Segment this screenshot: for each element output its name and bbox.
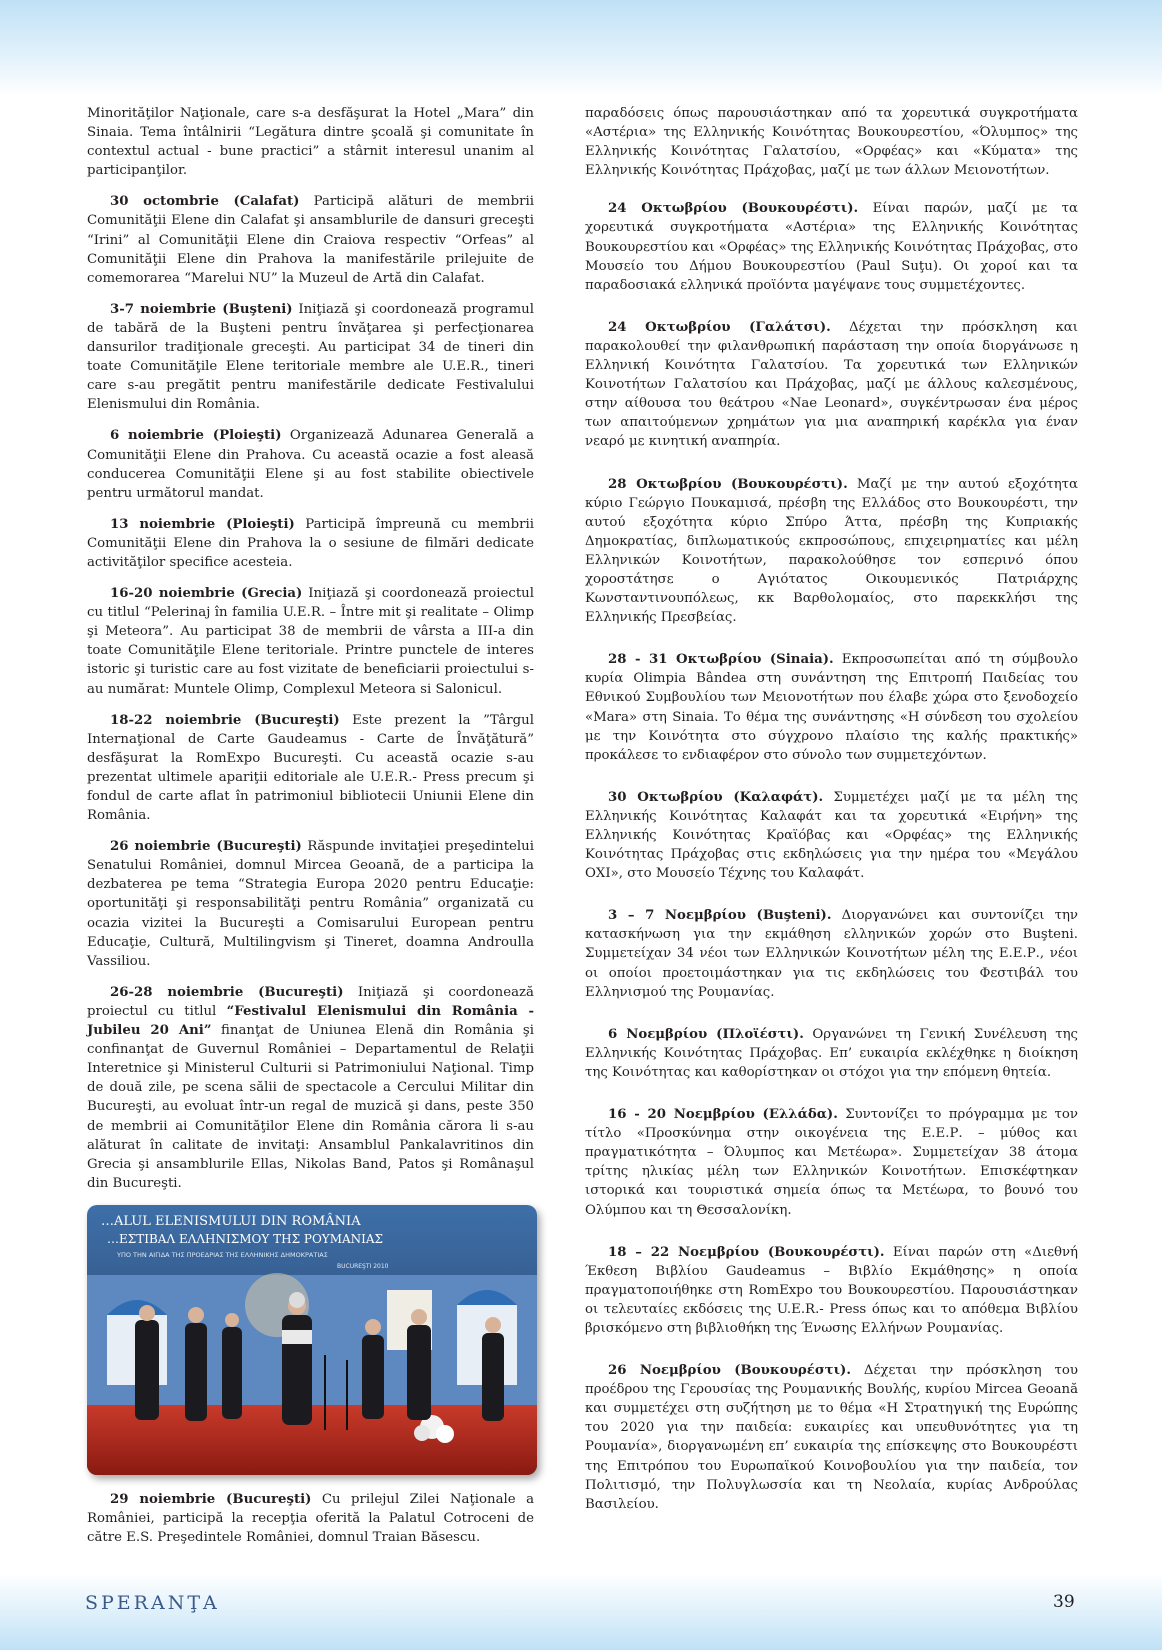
- entry-date: 28 Οκτωβρίου (Βουκουρέστι).: [608, 476, 848, 492]
- paragraph: 28 - 31 Οκτωβρίου (Sinaia). Εκπροσωπείται από τη σύμβουλο κυρία Olimpia Bândea στη συνάντηση της Επιτροπή Παιδείας του Εθνικού Συμβουλίου των Μειονοτήτων που έλαβε χώρα στο ξενοδοχείο «Mara» στη Sinaia. Το θέμα της συνάντησης «Η σύνδεση του σχολείου με την Κοινότητα στο σύγχρονο πλαίσιο της καλής πρακτικής» προκάλεσε το ενδιαφέρον στο σύνολο των συμμετεχόντων.: [585, 652, 1079, 763]
- paragraph: Minorităţilor Naţionale, care s-a desfăşurat la Hotel „Mara” din Sinaia. Tema întâlnirii “Legătura dintre şcoală şi comunitate în contextul actual - bune practici” a stârnit interesul unanim al participanţilor.: [87, 106, 534, 179]
- entry-date: 26-28 noiembrie (Bucureşti): [110, 984, 344, 1000]
- entry-date: 28 - 31 Οκτωβρίου (Sinaia).: [608, 652, 834, 668]
- entry-date: 30 octombrie (Calafat): [110, 194, 300, 210]
- entry-date: 29 noiembrie (Bucureşti): [110, 1491, 312, 1507]
- entry-date: 6 noiembrie (Ploieşti): [110, 428, 282, 444]
- paragraph: 24 Οκτωβρίου (Βουκουρέστι). Είναι παρών, μαζί με τα χορευτικά συγκροτήματα «Αστέρια» της Ελληνικής Κοινότητας Βουκουρεστίου και «Ορφέας» της Ελληνικής Κοινότητας Πράχοβας, στο Μουσείο του Δήμου Βουκουρεστίου (Paul Suţu). Οι χοροί και τα παραδοσιακά ελληνικά προϊόντα μαγέψανε τους συμμετέχοντες.: [585, 201, 1078, 293]
- entry-date: 3 – 7 Νοεμβρίου (Buşteni).: [608, 908, 832, 924]
- paragraph: 16-20 noiembrie (Grecia) Iniţiază şi coordonează proiectul cu titlul “Pelerinaj în familia U.E.R. – Între mit şi realitate – Olimp şi Meteora”. Au participat 38 de membrii de vârsta a III-a din toate Comunităţile Elene teritoriale. Printre punctele de interes istoric şi turistic care au fost vizitate de beneficiarii proiectului s-au numărat: Muntele Olimp, Complexul Meteora si Salonicul.: [87, 586, 534, 697]
- paragraph: 13 noiembrie (Ploieşti) Participă împreună cu membrii Comunităţii Elene din Prahova la o sesiune de filmări dedicate activităţilor specifice acesteia.: [87, 516, 534, 570]
- top-gradient-band: [0, 0, 1162, 96]
- paragraph: 6 noiembrie (Ploieşti) Organizează Adunarea Generală a Comunităţii Elene din Prahova. Cu această ocazie a fost aleasă conducerea Comunităţii Elene şi au fost stabilite obiectivele pentru următorul mandat.: [87, 428, 535, 501]
- stage-photo-illustration: [87, 1205, 537, 1475]
- magazine-title: SPERANŢA: [85, 1592, 220, 1614]
- paragraph: 16 - 20 Νοεμβρίου (Ελλάδα). Συντονίζει το πρόγραμμα με τον τίτλο «Προσκύνημα στην οικογένεια της Ε.Ε.Ρ. – μύθος και πραγματικότητα – Όλυμπος και Μετέωρα». Συμμετείχαν 38 άτομα τρίτης ηλικίας μέλη των Ελληνικών Κοινοτήτων. Επισκέφτηκαν ιστορικά και τουριστικά σημεία όπως τα Μετέωρα, το βουνό του Ολύμπου και τη Θεσσαλονίκη.: [585, 1107, 1078, 1218]
- entry-date: 24 Οκτωβρίου (Γαλάτσι).: [608, 319, 831, 335]
- entry-date: 3-7 noiembrie (Buşteni): [110, 301, 293, 317]
- entry-date: 26 noiembrie (Bucureşti): [110, 839, 302, 855]
- paragraph: 18-22 noiembrie (Bucureşti) Este prezent la ”Târgul Internaţional de Carte Gaudeamus - Carte de Învăţătură” desfăşurat la RomExpo Bucureşti. Cu această ocazie s-au prezentat ultimele apariţii editoriale ale U.E.R.- Press precum şi fondul de carte aflat în patrimoniul bibliotecii Uniunii Elene din România.: [87, 712, 534, 824]
- entry-date: 18-22 noiembrie (Bucureşti): [110, 712, 340, 728]
- paragraph: 3-7 noiembrie (Buşteni) Iniţiază şi coordonează programul de tabără de la Buşteni pentru învăţarea şi perfecţionarea dansurilor tradiţionale greceşti. Au participat 34 de tineri din toate Comunităţile Elene teritoriale membre ale U.E.R., tineri care s-au pregătit pentru manifestările dedicate Festivalului Elenismului din România.: [87, 301, 534, 413]
- entry-date: 24 Οκτωβρίου (Βουκουρέστι).: [608, 201, 859, 217]
- paragraph: 3 – 7 Νοεμβρίου (Buşteni). Διοργανώνει και συντονίζει την κατασκήνωση για την εκμάθηση ελληνικών χορών στο Buşteni. Συμμετείχαν 34 νέοι των Ελληνικών Κοινοτήτων μέλη της Ε.Ε.Ρ., νέοι οι οποίοι προετοιμάστηκαν για τις εκδηλώσεις του Φεστιβάλ του Ελληνισμού της Ρουμανίας.: [585, 908, 1078, 1000]
- banner-text-2: …ΕΣΤΙΒΑΛ ΕΛΛΗΝΙΣΜΟΥ ΤΗΣ ΡΟΥΜΑΝΙΑΣ: [107, 1231, 384, 1246]
- right-column: [585, 104, 1078, 1537]
- paragraph: 29 noiembrie (Bucureşti) Cu prilejul Zilei Naţionale a României, participă la recepţia oferită la Palatul Cotroceni de către E.S. Preşedintele României, domnul Traian Băsescu.: [87, 1491, 535, 1546]
- page-number: 39: [1053, 1592, 1075, 1612]
- entry-date: 26 Νοεμβρίου (Βουκουρέστι).: [608, 1363, 851, 1379]
- paragraph: 6 Νοεμβρίου (Πλοϊέστι). Οργανώνει τη Γενική Συνέλευση της Ελληνικής Κοινότητας Πράχοβας. Επ’ ευκαιρία εκλέχθηκε η διοίκηση της Κοινότητας και καθορίστηκαν οι στόχοι για την επόμενη θητεία.: [585, 1026, 1079, 1080]
- paragraph: 30 Οκτωβρίου (Καλαφάτ). Συμμετέχει μαζί με τα μέλη της Ελληνικής Κοινότητας Καλαφάτ και τα χορευτικά «Ειρήνη» της Ελληνικής Κοινότητας Κραϊόβας και «Ορφέας» της Ελληνικής Κοινότητας Πράχοβας στις εκδηλώσεις για την ημέρα του «Μεγάλου ΟΧΙ», στο Μουσείο Τέχνης του Καλαφάτ.: [585, 789, 1079, 882]
- festival-title: “Festivalul Elenismului din România - Jubileu 20 Ani”: [87, 1003, 534, 1039]
- entry-date: 18 – 22 Νοεμβρίου (Βουκουρέστι).: [608, 1244, 885, 1260]
- banner-text-3: ΥΠΟ ΤΗΝ ΑΙΓΙΔΑ ΤΗΣ ΠΡΟΕΔΡΙΑΣ ΤΗΣ ΕΛΛΗΝΙΚΗΣ ΔΗΜΟΚΡΑΤΙΑΣ: [117, 1250, 328, 1259]
- entry-date: 16-20 noiembrie (Grecia): [110, 586, 303, 602]
- paragraph: 26 noiembrie (Bucureşti) Răspunde invitaţiei preşedintelui Senatului României, domnul Mircea Geoană, de a participa la dezbaterea pe tema “Strategia Europa 2020 pentru Educaţie: oportunităţi şi responsabilităţi pentru România” organizată cu ocazia vizitei la Bucureşti a Comisarului European pentru Educaţie, Cultură, Multilingvism şi Tineret, doamna Androulla Vassiliou.: [87, 839, 534, 969]
- banner-text-4: BUCUREŞTI 2010: [337, 1262, 389, 1270]
- paragraph: 24 Οκτωβρίου (Γαλάτσι). Δέχεται την πρόσκληση και παρακολουθεί την φιλανθρωπική παράσταση την οποία διοργάνωσε η Ελληνική Κοινότητα Γαλατσίου. Τα χορευτικά των Ελληνικών Κοινοτήτων Γαλατσίου και Πράχοβας, μαζί με άλλους καλεσμένους, στην αίθουσα του θεάτρου «Nae Leonard», συγκέντρωσαν ένα μέρος των απαιτούμενων χρημάτων για μια αναπηρική καρέκλα για έναν νεαρό με κινητική αναπηρία.: [585, 319, 1078, 450]
- paragraph: παραδόσεις όπως παρουσιάστηκαν από τα χορευτικά συγκροτήματα «Αστέρια» της Ελληνικής Κοινότητας Βουκουρεστίου, «Όλυμπος» της Ελληνικής Κοινότητας Γαλατσίου, «Ορφέας» και «Κύματα» της Ελληνικής Κοινότητας Πράχοβας, μαζί με των άλλων Μειονοτήτων.: [585, 106, 1078, 179]
- paragraph: 26 Νοεμβρίου (Βουκουρέστι). Δέχεται την πρόσκληση του προέδρου της Γερουσίας της Ρουμανικής Βουλής, κυρίου Mircea Geoană και συμμετέχει στη συζήτηση με το θέμα «Η Στρατηγική της Ευρώπης του 2020 για την παιδεία: ευκαιρίες και υπευθυνότητες για τη Ρουμανία», διοργανωμένη επ’ ευκαιρία της επίσκεψης στο Βουκουρέστι της Επιτρόπου του Ευρωπαϊκού Κοινοβουλίου για την παιδεία, τον Πολιτισμό, την Πολυγλωσσία και τη Νεολαία, κυρίας Ανδρούλας Βασιλείου.: [585, 1363, 1078, 1512]
- event-photo: [87, 1205, 537, 1475]
- entry-date: 13 noiembrie (Ploieşti): [110, 516, 295, 532]
- entry-date: 6 Νοεμβρίου (Πλοϊέστι).: [608, 1026, 804, 1042]
- paragraph: 26-28 noiembrie (Bucureşti) Iniţiază şi coordonează proiectul cu titlul “Festivalul Elenismului din România - Jubileu 20 Ani” finanţat de Uniunea Elenă din România şi confinanţat de Guvernul României – Departamentul de Relaţii Interetnice şi Ministerul Culturii si Patrimoniului Naţional. Timp de două zile, pe scena sălii de spectacole a Cercului Militar din Bucureşti, au evoluat într-un regal de muzică şi dans, peste 350 de membrii ai Comunităţilor Elene din România cărora li s-au alăturat în calitate de invitaţi: Ansamblul Pankalavritinos din Grecia şi ansamblurile Ellas, Nikolas Band, Patos şi Românaşul din Bucureşti.: [87, 984, 534, 1191]
- banner-text-1: …ALUL ELENISMULUI DIN ROMÂNIA: [101, 1213, 361, 1229]
- entry-date: 30 Οκτωβρίου (Καλαφάτ).: [608, 789, 824, 805]
- paragraph: 18 – 22 Νοεμβρίου (Βουκουρέστι). Είναι παρών στη «Διεθνή Έκθεση Βιβλίου Gaudeamus – Βιβλίο Εκμάθησης» η οποία πραγματοποιήθηκε στη RomExpo του Βουκουρεστίου. Παρουσιάστηκαν οι τελευταίες εκδόσεις της U.E.R.- Press όπως και το απόθεμα Βιβλίου βρισκόμενο στη βιβλιοθήκη της Ένωσης Ελλήνων Ρουμανίας.: [585, 1244, 1079, 1336]
- left-column: [87, 104, 534, 1559]
- entry-date: 16 - 20 Νοεμβρίου (Ελλάδα).: [608, 1107, 838, 1123]
- paragraph: 28 Οκτωβρίου (Βουκουρέστι). Μαζί με την αυτού εξοχότητα κύριο Γεώργιο Πουκαμισά, πρέσβη της Ελλάδος στο Βουκουρέστι, την αυτού εξοχότητα κύριο Σπύρο Άττα, πρέσβη της Κυπριακής Δημοκρατίας, διπλωματικούς εκπροσώπους, επιχειρηματίες και μέλη Ελληνικών Κοινοτήτων, παρακολούθησε τον εσπερινό όπου χοροστάτησε ο Αγιότατος Οικουμενικός Πατριάρχης Κωνσταντινουπόλεως, κκ Βαρθολομαίος, στο παρεκκλήσι της Ελληνικής Πρεσβείας.: [585, 476, 1078, 626]
- paragraph: 30 octombrie (Calafat) Participă alături de membrii Comunităţii Elene din Calafat şi ansamblurile de dansuri greceşti “Irini” al Comunităţii Elene din Craiova respectiv “Orfeas” al Comunităţii Elene din Prahova la manifestările prilejuite de comemorarea “Marelui NU” la Muzeul de Artă din Calafat.: [87, 194, 534, 286]
